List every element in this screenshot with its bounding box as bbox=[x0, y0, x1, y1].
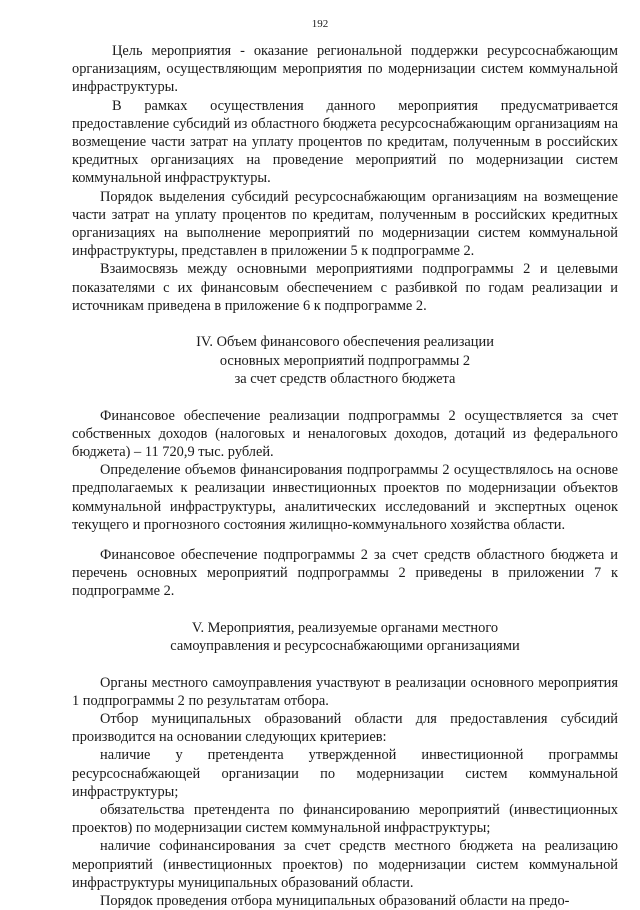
criterion-cofinancing: наличие софинансирования за счет средств местного бюджета на реализацию мероприятий (инвестиционных проектов) по модернизации систем коммунальной инфраструктуры муниципальных образований области. bbox=[72, 838, 618, 891]
paragraph-selection-procedure: Порядок проведения отбора муниципальных образований области на предо- bbox=[100, 893, 570, 910]
paragraph-budget: Финансовое обеспечение подпрограммы 2 за счет средств областного бюджета и перечень основных мероприятий подпрограммы 2 приведены в приложении 7 к подпрограмме 2. bbox=[72, 546, 618, 600]
paragraph-financing: Финансовое обеспечение реализации подпрограммы 2 осуществляется за счет собственных доходов (налоговых и неналоговых доходов, дотаций из федерального бюджета) – 11 720,9 тыс. рублей. bbox=[72, 407, 618, 460]
section4-heading-line2: основных мероприятий подпрограммы 2 bbox=[219, 352, 471, 369]
paragraph-procedure: Порядок выделения субсидий ресурсоснабжающим организациям на возмещение части затрат на уплату процентов по кредитам, полученным в российских кредитных организациях на выполнение мероприятий по модернизации систем коммунальной инфраструктуры, представлен в приложении 5 к подпрограмме 2. bbox=[72, 188, 618, 260]
paragraph-goal: Цель мероприятия - оказание региональной поддержки ресурсоснабжающим организациям, осуществляющим мероприятия по модернизации систем коммунальной инфраструктуры. bbox=[72, 43, 618, 96]
criterion-program: наличие у претендента утвержденной инвестиционной программы ресурсоснабжающей организации по модернизации систем коммунальной инфраструктуры; bbox=[72, 747, 618, 800]
paragraph-relationship: Взаимосвязь между основными мероприятиями подпрограммы 2 и целевыми показателями с их финансовым обеспечением с разбивкой по годам реализации и источникам приведена в приложение 6 к подпрограмме 2. bbox=[72, 261, 618, 314]
section4-heading-line3: за счет средств областного бюджета bbox=[234, 371, 456, 388]
section5-heading-line2: самоуправления и ресурсоснабжающими организациями bbox=[170, 638, 520, 655]
page-number: 192 bbox=[311, 18, 329, 30]
section5-heading-line1: V. Мероприятия, реализуемые органами местного bbox=[191, 619, 499, 636]
paragraph-subsidies: В рамках осуществления данного мероприятия предусматривается предоставление субсидий из областного бюджета ресурсоснабжающим организациям на возмещение части затрат на уплату процентов по кредитам, полученным в российских кредитных организациях на проведение мероприятий по модернизации систем коммунальной инфраструктуры. bbox=[72, 97, 618, 187]
paragraph-selection: Отбор муниципальных образований области для предоставления субсидий производится на основании следующих критериев: bbox=[72, 710, 618, 746]
paragraph-volume: Определение объемов финансирования подпрограммы 2 осуществлялось на основе предполагаемых к реализации инвестиционных проектов по модернизации объектов коммунальной инфраструктуры, аналитических исследований и экспертных оценок текущего и прогнозного состояния жилищно-коммунального хозяйства области. bbox=[72, 462, 618, 533]
document-body bbox=[72, 42, 618, 910]
paragraph-local-gov: Органы местного самоуправления участвуют в реализации основного мероприятия 1 подпрограммы 2 по результатам отбора. bbox=[72, 674, 618, 709]
criterion-obligations: обязательства претендента по финансированию мероприятий (инвестиционных проектов) по модернизации систем коммунальной инфраструктуры; bbox=[72, 802, 618, 837]
section4-heading-line1: IV. Объем финансового обеспечения реализации bbox=[196, 334, 494, 351]
